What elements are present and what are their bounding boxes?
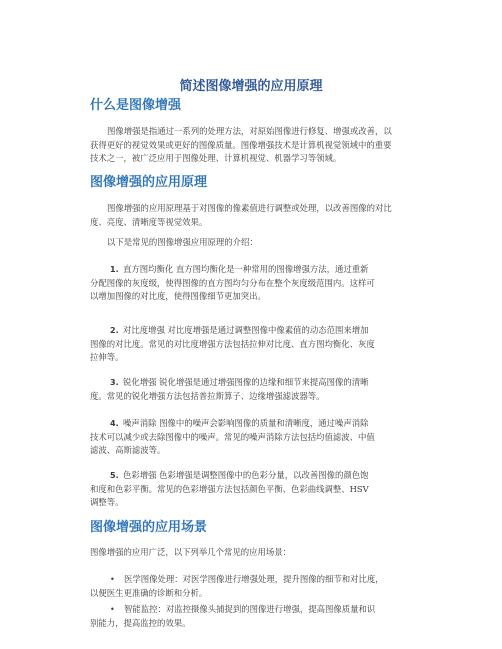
- bullet-icon: •: [110, 575, 115, 584]
- list-item-text: 色彩增强 色彩增强是调整图像中的色彩分量，以改善图像的颜色饱: [123, 470, 369, 480]
- list-item-text: 医学图像处理：对医学图像进行增强处理，提升图像的细节和对比度，: [124, 574, 384, 584]
- list-item-text: 滤波、高斯滤波等。: [90, 445, 166, 456]
- list-item-text: 别能力，提高监控的效果。: [90, 617, 191, 628]
- section-what-paragraph: [90, 125, 425, 166]
- list-item-text: 分配图像的灰度级，使得图像的直方图均匀分布在整个灰度级范围内。这样可: [90, 277, 375, 288]
- principle-item-3: [90, 376, 425, 403]
- principle-item-4: [90, 417, 425, 458]
- paragraph-line: 图像增强的应用原理基于对图像的像素值进行调整或处理，以改善图像的对比: [107, 203, 392, 213]
- scenario-item-2: [90, 603, 425, 630]
- scenario-item-1: [90, 573, 425, 600]
- list-item-text: 直方图均衡化 直方图均衡化是一种常用的图像增强方法，通过重新: [123, 264, 369, 274]
- list-number: 3.: [110, 378, 119, 387]
- paragraph-line: 图像增强是指通过一系列的处理方法，对原始图像进行修复、增强或改善，以: [107, 126, 392, 136]
- section-principle-intro: [90, 236, 425, 250]
- list-item-text: 以增加图像的对比度，使得图像细节更加突出。: [90, 291, 266, 302]
- list-number: 2.: [110, 326, 119, 335]
- section-heading-scenarios: 图像增强的应用场景: [90, 520, 208, 535]
- list-number: 1.: [110, 265, 119, 274]
- list-item-text: 图像的对比度。常见的对比度增强方法包括拉伸对比度、直方图均衡化、灰度: [90, 338, 375, 349]
- section-heading-what: 什么是图像增强: [90, 98, 182, 113]
- principle-item-1: [90, 263, 425, 304]
- section-heading-principle: 图像增强的应用原理: [90, 175, 208, 190]
- paragraph-line: 度、亮度、清晰度等视觉效果。: [90, 216, 208, 227]
- list-item-text: 对比度增强 对比度增强是通过调整图像中像素值的动态范围来增加: [123, 325, 369, 335]
- section-scenarios-intro: [90, 546, 425, 560]
- intro-line: 以下是常见的图像增强应用原理的介绍：: [107, 237, 258, 247]
- list-number: 4.: [110, 419, 119, 428]
- principle-item-5: [90, 469, 425, 510]
- list-item-text: 智能监控：对监控摄像头捕捉到的图像进行增强，提高图像质量和识: [124, 604, 376, 614]
- paragraph-line: 获得更好的视觉效果或更好的图像质量。图像增强技术是计算机视觉领域中的重要: [90, 139, 392, 150]
- list-item-text: 噪声消除 图像中的噪声会影响图像的质量和清晰度，通过噪声消除: [123, 418, 369, 428]
- list-item-text: 调整等。: [90, 497, 124, 508]
- paragraph-line: 技术之一，被广泛应用于图像处理、计算机视觉、机器学习等领域。: [90, 153, 342, 164]
- principle-item-2: [90, 324, 425, 365]
- list-item-text: 拉伸等。: [90, 352, 124, 363]
- section-principle-paragraph: [90, 202, 425, 229]
- list-number: 5.: [110, 471, 119, 480]
- document-title: 简述图像增强的应用原理: [179, 79, 323, 94]
- intro-line: 图像增强的应用广泛，以下列举几个常见的应用场景：: [90, 547, 291, 557]
- list-item-text: 和度和色彩平衡。常见的色彩增强方法包括颜色平衡、色彩曲线调整、HSV: [90, 483, 369, 494]
- list-item-text: 技术可以减少或去除图像中的噪声。常见的噪声消除方法包括均值滤波、中值: [90, 431, 375, 442]
- bullet-icon: •: [110, 605, 115, 614]
- list-item-text: 锐化增强 锐化增强是通过增强图像的边缘和细节来提高图像的清晰: [123, 377, 369, 387]
- list-item-text: 度。常见的锐化增强方法包括普拉斯算子、边缘增强滤波器等。: [90, 390, 325, 401]
- list-item-text: 以便医生更准确的诊断和分析。: [90, 587, 208, 598]
